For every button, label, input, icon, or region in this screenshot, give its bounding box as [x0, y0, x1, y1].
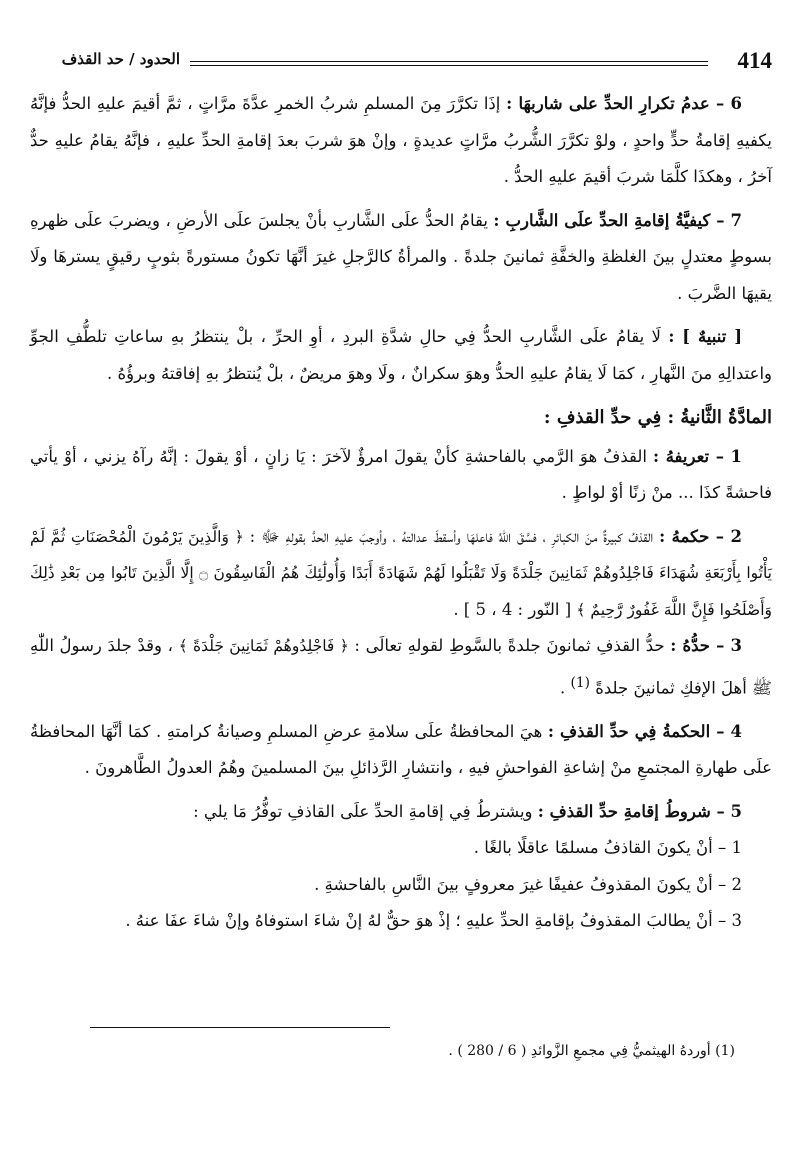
page-number: 414: [737, 48, 772, 73]
page-header: [30, 44, 772, 78]
quran-verse: ﴿ وَالَّذِينَ يَرْمُونَ الْمُحْصَنَاتِ ثُمَّ لَمْ يَأْتُوا بِأَرْبَعَةِ شُهَدَاءَ فَاجْلِدُوهُمْ ثَمَانِينَ جَلْدَةً وَلَا تَقْبَلُوا لَهُمْ شَهَادَةً أَبَدًا وَأُولَٰئِكَ هُمُ الْفَاسِقُونَ ۝ إِلَّا الَّذِينَ تَابُوا مِن بَعْدِ ذَٰلِكَ وَأَصْلَحُوا فَإِنَّ اللَّهَ غَفُورٌ رَّحِيمٌ ﴾: [30, 527, 772, 619]
paragraph-conditions: [30, 794, 772, 831]
paragraph-text: القذفُ هوَ الرَّمي بالفاحشةِ كأنْ يقولَ امرؤٌ لآخرَ : يَا زانٍ ، أوْ يقولَ : إنَّهُ رآهُ يزني ، أوْ يأتي فاحشةً كذَا ... منْ زنًا أوْ لواطٍ .: [30, 446, 772, 502]
paragraph-label: 1 – تعريفهُ :: [653, 446, 743, 466]
paragraph-ruling: [30, 519, 772, 629]
note-label: [ تنبيهٌ ] :: [668, 327, 743, 346]
paragraph-text: ويشترطُ فِي إقامةِ الحدِّ علَى القاذفِ توفُّرُ مَا يلي :: [193, 801, 533, 821]
paragraph-repeat-punishment: [30, 86, 772, 196]
footnote-rule: [90, 1027, 390, 1028]
paragraph-label: 7 – كيفيَّةُ إقامةِ الحدِّ علَى الشَّاربِ :: [493, 210, 742, 230]
section-heading: المادَّةُ الثَّانيةُ : فِي حدِّ القذفِ :: [543, 407, 772, 428]
paragraph-text: هيَ المحافظةُ علَى سلامةِ عرضِ المسلمِ وصيانةُ كرامتهِ . كمَا أنَّهَا المحافظةُ علَى طهارةِ المجتمعِ منْ إشاعةِ الفواحشِ فيهِ ، وانتشارِ الرَّذائلِ بينَ المسلمينَ وهُمُ العدولُ الطَّاهرونَ .: [30, 721, 772, 777]
paragraph-label: 4 – الحكمةُ فِي حدِّ القذفِ :: [547, 721, 742, 741]
header-rule: [190, 61, 708, 66]
running-title: الحدود / حد القذف: [61, 50, 180, 68]
paragraph-end: .: [560, 678, 566, 697]
paragraph-text: يقامُ الحدُّ علَى الشَّاربِ بأنْ يجلسَ علَى الأرضِ ، ويضربَ علَى ظهرهِ بسوطٍ معتدلٍ بينَ الغلظةِ والخفَّةِ ثمانينَ جلدةً . والمرأةُ كالرَّجلِ غيرَ أنَّهَا تكونُ مستورةً بثوبٍ رقيقٍ يسترهَا ولَا يقيهَا الضَّربَ .: [30, 210, 772, 303]
condition-item: 3 – أنْ يطالبَ المقذوفُ بإقامةِ الحدِّ عليهِ ؛ إذْ هوَ حقٌّ لهُ إنْ شاءَ استوفاهُ وإنْ شاءَ عفَا عنهُ .: [125, 911, 742, 930]
paragraph-label: 3 – حدُّهُ :: [670, 636, 742, 655]
paragraph-text: إذَا تكرَّرَ مِنَ المسلمِ شربُ الخمرِ عدَّةَ مرَّاتٍ ، ثمَّ أقيمَ عليهِ الحدُّ فإنَّهُ يكفيهِ إقامةُ حدٍّ واحدٍ ، ولوْ تكرَّرَ الشُّربُ مرَّاتٍ عديدةٍ ، وإنْ هوَ شربَ بعدَ إقامةِ الحدِّ عليهِ ، فإنَّهُ يقامُ عليهِ حدٌّ آخرُ ، وهكذَا كلَّمَا شربَ أقيمَ عليهِ الحدُّ .: [30, 94, 772, 186]
footnote-marker[interactable]: (1): [570, 674, 590, 691]
paragraph-label: 2 – حكمهُ :: [659, 526, 742, 546]
condition-item: 2 – أنْ يكونَ المقذوفُ عفيفًا غيرَ معروفٍ بينَ النَّاسِ بالفاحشةِ .: [314, 874, 742, 894]
paragraph-text: حدُّ القذفِ ثمانونَ جلدةً بالسَّوطِ لقولهِ تعالَى :: [354, 636, 665, 655]
paragraph-hadd: [30, 628, 772, 707]
paragraph-definition: [30, 439, 772, 512]
paragraph-text: القذفُ كبيرةٌ منَ الكبائرِ ، فسَّقَ اللّٰهُ فاعلهَا وأسقطَ عدالتهُ ، وأوجبَ عليهِ الحدَّ بقولهِ ﷻ :: [249, 526, 654, 546]
condition-item: 1 – أنْ يكونَ القاذفُ مسلمًا عاقلًا بالغًا .: [473, 838, 742, 857]
paragraph-punishment-method: [30, 203, 772, 313]
paragraph-note: [30, 319, 772, 392]
note-text: لَا يقامُ علَى الشَّاربِ الحدُّ فِي حالِ شدَّةِ البردِ ، أوِ الحرِّ ، بلْ ينتظرُ بهِ ساعاتِ تلطُّفِ الجوِّ واعتدالِهِ منَ النَّهارِ ، كمَا لَا يقامُ عليهِ الحدُّ وهوَ سكرانٌ ، ولَا وهوَ مريضٌ ، بلْ يُنتظرُ بهِ إفاقتهُ وبرؤُهُ .: [30, 327, 772, 383]
paragraph-label: 6 – عدمُ تكرارِ الحدِّ على شاربهَا :: [506, 94, 742, 113]
quran-verse: ﴿ فَاجْلِدُوهُمْ ثَمَانِينَ جَلْدَةً ﴾: [178, 637, 349, 655]
body-text: [30, 86, 772, 940]
paragraph-text: ، وقدْ جلدَ رسولُ اللّٰهِ ﷺ أهلَ الإفكِ ثمانينَ جلدةً: [30, 636, 772, 697]
footnote: (1) أوردهُ الهيثميُّ فِي مجمعِ الزَّوائدِ ( 6 / 280 ) .: [448, 1043, 735, 1059]
paragraph-label: 5 – شروطُ إقامةِ حدِّ القذفِ :: [537, 801, 742, 821]
paragraph-wisdom: [30, 714, 772, 787]
verse-reference: [ النّور : 4 ، 5 ] .: [453, 599, 572, 619]
